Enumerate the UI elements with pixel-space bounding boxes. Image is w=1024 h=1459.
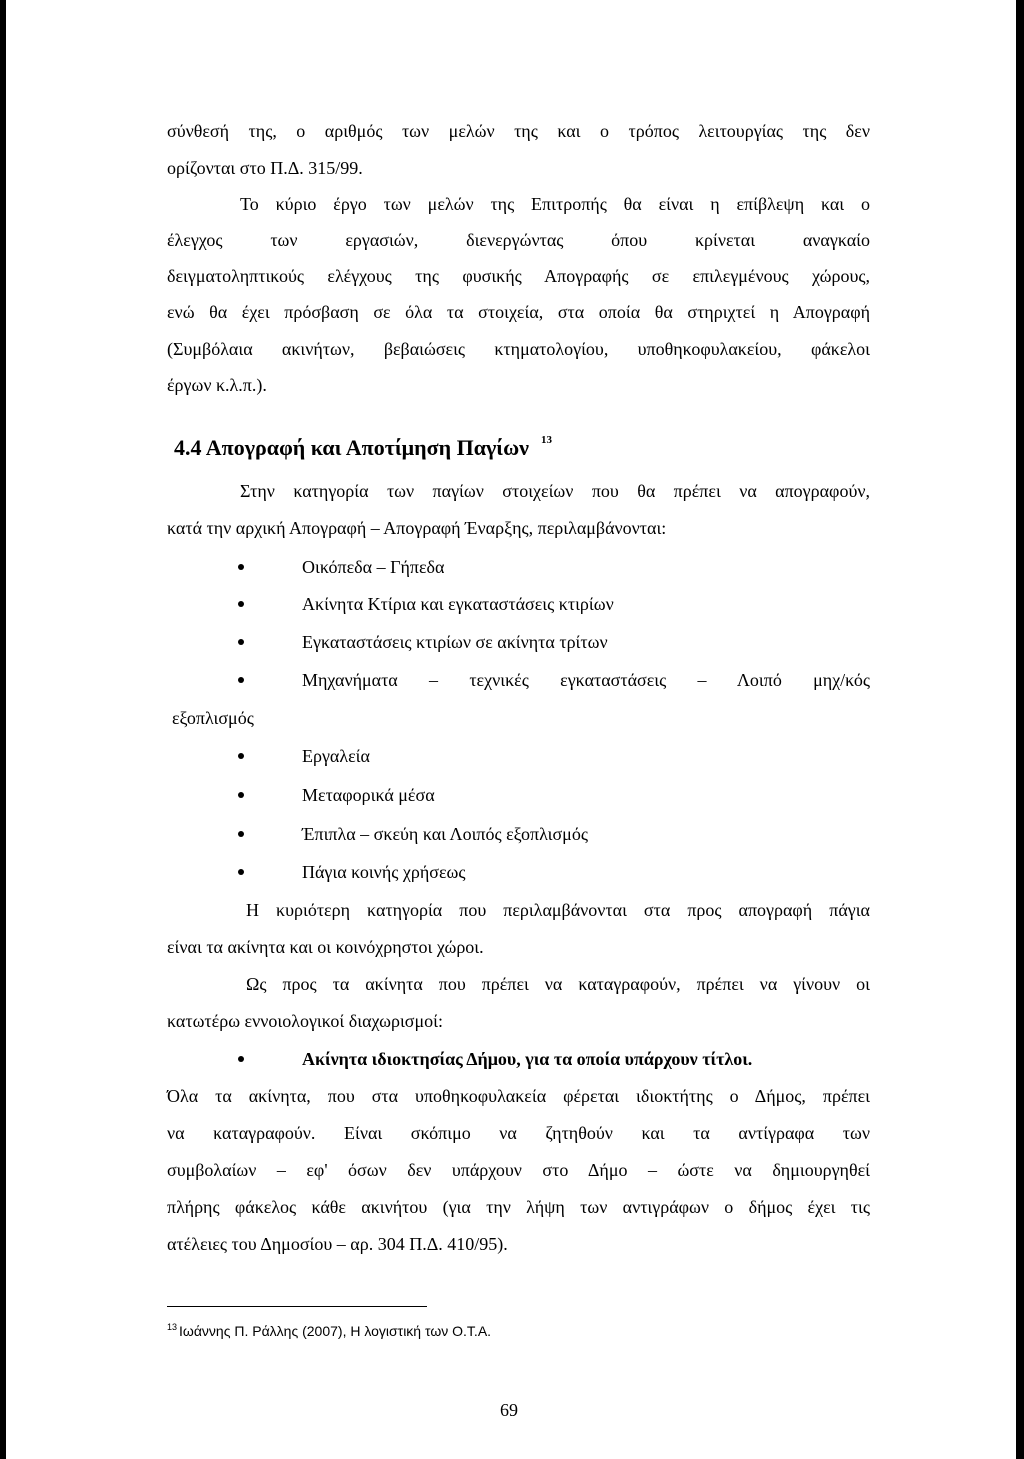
- paragraph-line: Ως προς τα ακίνητα που πρέπει να καταγραφούν, πρέπει να γίνουν οι: [246, 974, 870, 994]
- bullet-icon: [238, 564, 244, 570]
- list-item: Μεταφορικά μέσα: [302, 785, 435, 805]
- list-item: Μηχανήματα – τεχνικές εγκαταστάσεις – Λοιπό μηχ/κός: [302, 670, 870, 690]
- bullet-icon: [238, 601, 244, 607]
- bullet-icon: [238, 831, 244, 837]
- paragraph-line: ατέλειες του Δημοσίου – αρ. 304 Π.Δ. 410/95).: [167, 1234, 508, 1254]
- paragraph-line: Το κύριο έργο των μελών της Επιτροπής θα είναι η επίβλεψη και ο: [240, 194, 870, 214]
- footnote: [167, 1320, 491, 1344]
- section-title: 4.4 Απογραφή και Αποτίμηση Παγίων: [174, 435, 529, 460]
- scan-edge-left: [0, 0, 6, 1459]
- section-heading: [174, 434, 552, 463]
- bullet-icon: [238, 753, 244, 759]
- list-item: Ακίνητα Κτίρια και εγκαταστάσεις κτιρίων: [302, 594, 614, 614]
- paragraph-line: είναι τα ακίνητα και οι κοινόχρηστοι χώροι.: [167, 937, 484, 957]
- paragraph-line: Στην κατηγορία των παγίων στοιχείων που θα πρέπει να απογραφούν,: [240, 481, 870, 501]
- paragraph-line: έργων κ.λ.π.).: [167, 375, 267, 395]
- list-item-continuation: εξοπλισμός: [172, 708, 254, 728]
- list-item: Έπιπλα – σκεύη και Λοιπός εξοπλισμός: [302, 824, 588, 844]
- footnote-reference: 13: [541, 434, 552, 446]
- paragraph-line: δειγματοληπτικούς ελέγχους της φυσικής Απογραφής σε επιλεγμένους χώρους,: [167, 266, 870, 286]
- list-item: Εργαλεία: [302, 746, 370, 766]
- bullet-icon: [238, 677, 244, 683]
- paragraph-line: να καταγραφούν. Είναι σκόπιμο να ζητηθούν και τα αντίγραφα των: [167, 1123, 870, 1143]
- paragraph-line: σύνθεσή της, ο αριθμός των μελών της και ο τρόπος λειτουργίας της δεν: [167, 121, 870, 141]
- bullet-icon: [238, 639, 244, 645]
- paragraph-line: κατά την αρχική Απογραφή – Απογραφή Έναρξης, περιλαμβάνονται:: [167, 518, 667, 538]
- bullet-icon: [238, 1056, 244, 1062]
- list-item: Εγκαταστάσεις κτιρίων σε ακίνητα τρίτων: [302, 632, 608, 652]
- bullet-icon: [238, 869, 244, 875]
- paragraph-line: Η κυριότερη κατηγορία που περιλαμβάνονται στα προς απογραφή πάγια: [246, 900, 870, 920]
- paragraph-line: πλήρης φάκελος κάθε ακινήτου (για την λήψη των αντιγράφων ο δήμος έχει τις: [167, 1197, 870, 1217]
- paragraph-line: έλεγχος των εργασιών, διενεργώντας όπου κρίνεται αναγκαίο: [167, 230, 870, 250]
- list-item: Πάγια κοινής χρήσεως: [302, 862, 466, 882]
- paragraph-line: ενώ θα έχει πρόσβαση σε όλα τα στοιχεία, στα οποία θα στηριχτεί η Απογραφή: [167, 302, 870, 322]
- footnote-text: Ιωάννης Π. Ράλλης (2007), Η λογιστική των Ο.Τ.Α.: [179, 1323, 492, 1339]
- paragraph-line: κατωτέρω εννοιολογικοί διαχωρισμοί:: [167, 1011, 443, 1031]
- paragraph-line: Όλα τα ακίνητα, που στα υποθηκοφυλακεία φέρεται ιδιοκτήτης ο Δήμος, πρέπει: [167, 1086, 870, 1106]
- footnote-separator: [167, 1306, 427, 1307]
- page-number: 69: [500, 1400, 518, 1420]
- bullet-icon: [238, 792, 244, 798]
- list-item: Οικόπεδα – Γήπεδα: [302, 557, 445, 577]
- bold-list-item: Ακίνητα ιδιοκτησίας Δήμου, για τα οποία υπάρχουν τίτλοι.: [302, 1049, 753, 1069]
- paragraph-line: ορίζονται στο Π.Δ. 315/99.: [167, 158, 363, 178]
- paragraph-line: συμβολαίων – εφ' όσων δεν υπάρχουν στο Δήμο – ώστε να δημιουργηθεί: [167, 1160, 870, 1180]
- paragraph-line: (Συμβόλαια ακινήτων, βεβαιώσεις κτηματολογίου, υποθηκοφυλακείου, φάκελοι: [167, 339, 870, 359]
- footnote-number: 13: [167, 1322, 178, 1332]
- scan-edge-right: [1016, 0, 1024, 1459]
